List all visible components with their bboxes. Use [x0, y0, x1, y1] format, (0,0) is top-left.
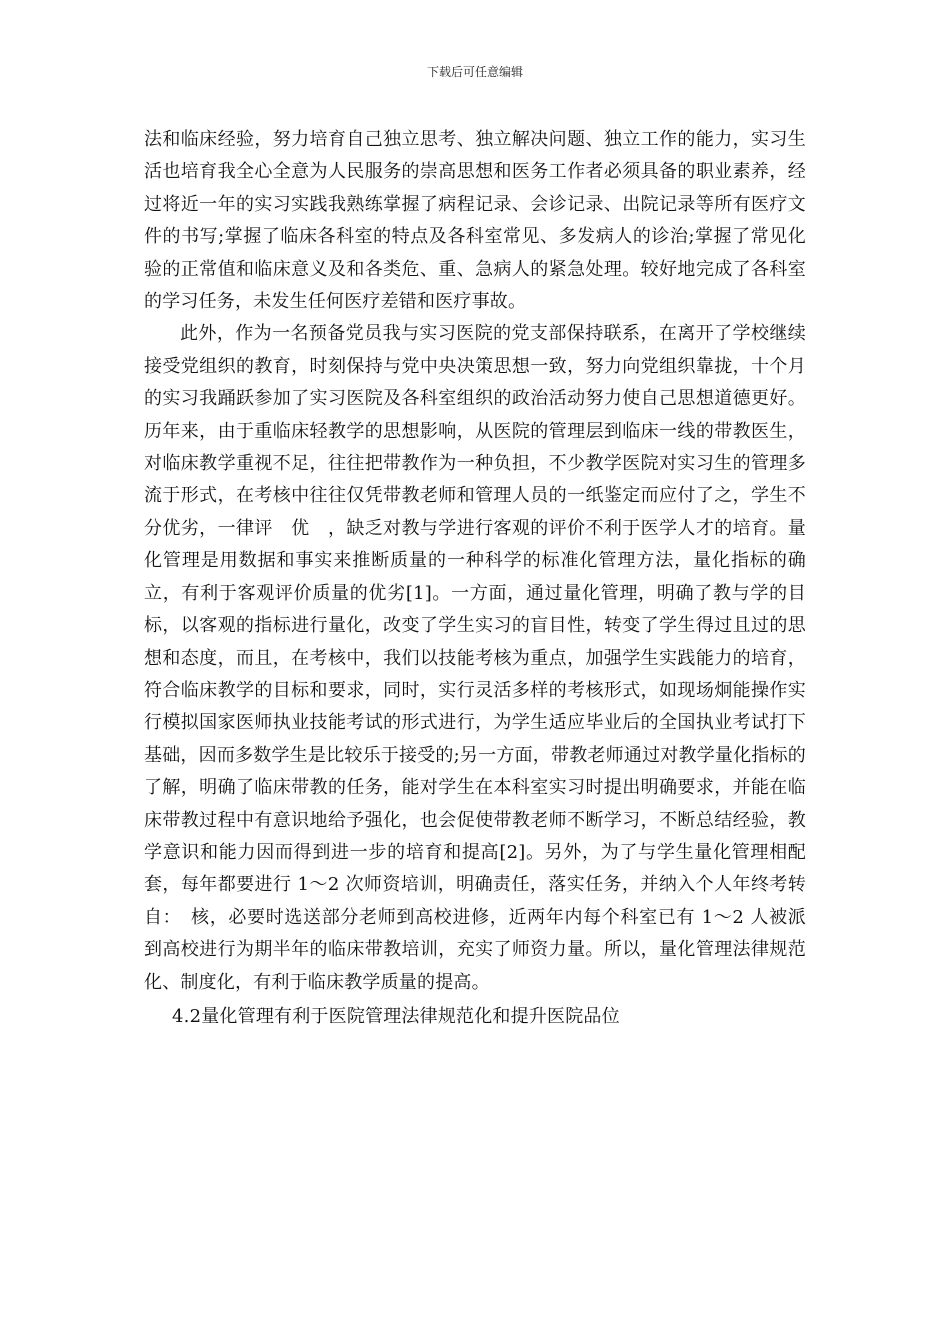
page-header: 下载后可任意编辑	[426, 65, 523, 79]
paragraph-quantitative-management: 此外，作为一名预备党员我与实习医院的党支部保持联系，在离开了学校继续接受党组织的教育，时刻保持与党中央决策思想一致，努力向党组织靠拢，十个月的实习我踊跃参加了实习医院及各科室组织的政治活动努力使自己思想道德更好。历年来，由于重临床轻教学的思想影响，从医院的管理层到临床一线的带教医生，对临床教学重视不足，往往把带教作为一种负担，不少教学医院对实习生的管理多流于形式，在考核中往往仅凭带教老师和管理人员的一纸鉴定而应付了之，学生不分优劣，一律评 优 ，缺乏对教与学进行客观的评价不利于医学人才的培育。量化管理是用数据和事实来推断质量的一种科学的标准化管理方法，量化指标的确立，有利于客观评价质量的优劣[1]。一方面，通过量化管理，明确了教与学的目标，以客观的指标进行量化，改变了学生实习的盲目性，转变了学生得过且过的思想和态度，而且，在考核中，我们以技能考核为重点，加强学生实践能力的培育，符合临床教学的目标和要求，同时，实行灵活多样的考核形式，如现场炯能操作实行模拟国家医师执业技能考试的形式进行，为学生适应毕业后的全国执业考试打下基础，因而多数学生是比较乐于接受的;另一方面，带教老师通过对教学量化指标的了解，明确了临床带教的任务，能对学生在本科室实习时提出明确要求，并能在临床带教过程中有意识地给予强化，也会促使带教老师不断学习，不断总结经验，教学意识和能力因而得到进一步的培育和提高[2]。另外，为了与学生量化管理相配套，每年都要进行 1～2 次师资培训，明确责任，落实任务，并纳入个人年终考转自： 核，必要时选送部分老师到高校进修，近两年内每个科室已有 1～2 人被派到高校进行为期半年的临床带教培训，充实了师资力量。所以，量化管理法律规范化、制度化，有利于临床教学质量的提高。	[144, 323, 806, 993]
section-heading: 4.2量化管理有利于医院管理法律规范化和提升医院品位	[172, 1005, 620, 1027]
document-body	[144, 124, 806, 1033]
paragraph-continuation: 法和临床经验，努力培育自己独立思考、独立解决问题、独立工作的能力，实习生活也培育我全心全意为人民服务的崇高思想和医务工作者必须具备的职业素养，经过将近一年的实习实践我熟练掌握了病程记录、会诊记录、出院记录等所有医疗文件的书写;掌握了临床各科室的特点及各科室常见、多发病人的诊治;掌握了常见化验的正常值和临床意义及和各类危、重、急病人的紧急处理。较好地完成了各科室的学习任务，未发生任何医疗差错和医疗事故。	[144, 129, 806, 313]
